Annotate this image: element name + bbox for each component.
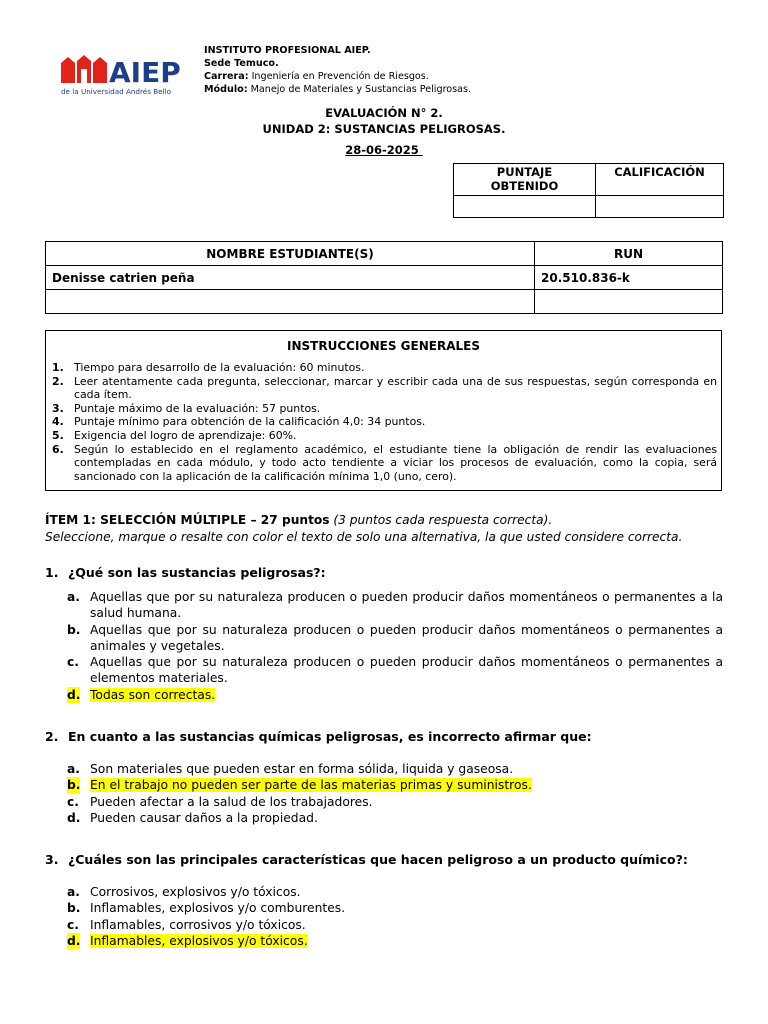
- option-letter: b.: [67, 778, 81, 793]
- option-letter: c.: [67, 794, 79, 809]
- instruction-item: [52, 361, 717, 375]
- option-text: Son materiales que pueden estar en forma sólida, liquida y gaseosa.: [90, 762, 514, 776]
- instruction-text: Puntaje mínimo para obtención de la calificación 4,0: 34 puntos.: [74, 415, 426, 429]
- institution-name: INSTITUTO PROFESIONAL AIEP.: [204, 45, 371, 56]
- evaluation-title: EVALUACIÓN N° 2.: [325, 106, 443, 120]
- instruction-text: Tiempo para desarrollo de la evaluación: 60 minutos.: [74, 361, 365, 374]
- logo-subtext: de la Universidad Andrés Bello: [61, 87, 171, 96]
- instruction-item: [52, 443, 717, 484]
- instruction-text: Leer atentamente cada pregunta, seleccionar, marcar y escribir cada una de sus respuestas, según corresponda en cada ítem.: [74, 374, 717, 402]
- option-b[interactable]: [67, 900, 723, 916]
- option-text-highlighted: Todas son correctas.: [90, 687, 216, 702]
- option-c[interactable]: [67, 794, 723, 810]
- question-text: ¿Cuáles son las principales características que hacen peligroso a un producto químico?:: [68, 852, 688, 867]
- exam-date-text: 28-06-2025: [345, 143, 423, 157]
- student-run-cell-empty[interactable]: [535, 290, 723, 314]
- unit-title: UNIDAD 2: SUSTANCIAS PELIGROSAS.: [262, 122, 506, 136]
- student-name-header: NOMBRE ESTUDIANTE(S): [46, 242, 535, 266]
- instructions-box: [45, 330, 722, 491]
- question-number: 3.: [45, 852, 59, 867]
- module-line: [204, 83, 471, 96]
- option-letter: d.: [67, 810, 81, 825]
- option-text: Inflamables, corrosivos y/o tóxicos.: [90, 917, 306, 932]
- question-number: 1.: [45, 565, 59, 580]
- module-label: Módulo:: [204, 84, 248, 95]
- option-text: Aquellas que por su naturaleza producen o pueden producir daños momentáneos o permanentes a animales y vegetales.: [90, 622, 723, 653]
- score-header-line1: PUNTAJE: [496, 165, 553, 179]
- item1-points-note: (3 puntos cada respuesta correcta).: [333, 513, 553, 527]
- question-1: [45, 565, 725, 580]
- option-letter: c.: [67, 917, 79, 932]
- option-text: Pueden afectar a la salud de los trabajadores.: [90, 794, 373, 809]
- grade-header: CALIFICACIÓN: [596, 164, 724, 196]
- option-letter: c.: [67, 655, 79, 670]
- item1-header: [45, 512, 725, 546]
- option-text: Pueden causar daños a la propiedad.: [90, 810, 318, 825]
- module-value: Manejo de Materiales y Sustancias Peligrosas.: [250, 84, 472, 95]
- instruction-item: [52, 375, 717, 402]
- institution-block: [204, 44, 471, 96]
- instruction-text: Exigencia del logro de aprendizaje: 60%.: [74, 428, 297, 442]
- score-value-cell[interactable]: [454, 196, 596, 218]
- logo-wordmark: AIEP: [109, 56, 181, 89]
- item1-heading: ÍTEM 1: SELECCIÓN MÚLTIPLE – 27 puntos: [45, 513, 330, 527]
- question-3: [45, 852, 725, 867]
- instruction-text: Según lo establecido en el reglamento académico, el estudiante tiene la obligación de rendir las evaluaciones contempladas en cada módulo, y todo acto tendiente a viciar los procesos de evaluación, como la copia, será sancionado con la aplicación de la calificación mínima 1,0 (uno, cero).: [74, 442, 717, 483]
- instruction-number: 6.: [52, 442, 64, 456]
- instruction-item: [52, 429, 717, 443]
- option-text-highlighted: En el trabajo no pueden ser parte de las materias primas y suministros.: [90, 778, 532, 793]
- option-letter: a.: [67, 590, 80, 604]
- exam-date: [0, 143, 768, 157]
- question-text: En cuanto a las sustancias químicas peligrosas, es incorrecto afirmar que:: [68, 729, 592, 744]
- question-3-options: [67, 884, 723, 949]
- student-name-cell[interactable]: Denisse catrien peña: [46, 266, 535, 290]
- instruction-item: [52, 402, 717, 416]
- question-number: 2.: [45, 729, 59, 744]
- score-table: [453, 163, 724, 218]
- instructions-list: [52, 361, 717, 483]
- instruction-item: [52, 415, 717, 429]
- option-a[interactable]: [67, 589, 723, 622]
- instructions-title: INSTRUCCIONES GENERALES: [287, 339, 480, 353]
- option-letter: d.: [67, 687, 81, 702]
- option-letter: b.: [67, 901, 81, 916]
- career-value: Ingeniería en Prevención de Riesgos.: [251, 71, 429, 82]
- instruction-number: 4.: [52, 415, 64, 429]
- question-2: [45, 729, 725, 744]
- option-a[interactable]: [67, 884, 723, 900]
- student-run-header: RUN: [535, 242, 723, 266]
- option-c[interactable]: [67, 917, 723, 933]
- instruction-number: 2.: [52, 374, 64, 388]
- aiep-logo: [60, 53, 185, 98]
- question-1-options: [67, 589, 723, 703]
- score-header-line2: OBTENIDO: [490, 179, 559, 193]
- option-d-selected[interactable]: [67, 933, 723, 949]
- option-d[interactable]: [67, 810, 723, 826]
- option-letter: a.: [67, 885, 80, 899]
- instruction-number: 1.: [52, 361, 64, 374]
- option-letter: b.: [67, 622, 81, 637]
- instruction-number: 5.: [52, 428, 64, 442]
- career-line: [204, 70, 471, 83]
- option-text: Aquellas que por su naturaleza producen o pueden producir daños momentáneos o permanentes a la salud humana.: [90, 590, 723, 621]
- option-a[interactable]: [67, 761, 723, 777]
- option-b[interactable]: [67, 622, 723, 655]
- question-text: ¿Qué son las sustancias peligrosas?:: [68, 565, 326, 580]
- student-name-cell-empty[interactable]: [46, 290, 535, 314]
- instruction-text: Puntaje máximo de la evaluación: 57 puntos.: [74, 401, 321, 415]
- item1-title-line: [45, 512, 725, 529]
- item1-directions: Seleccione, marque o resalte con color el texto de solo una alternativa, la que usted considere correcta.: [45, 530, 683, 544]
- question-2-options: [67, 761, 723, 826]
- instruction-number: 3.: [52, 401, 64, 415]
- campus-name: Sede Temuco.: [204, 58, 279, 69]
- option-text: Corrosivos, explosivos y/o tóxicos.: [90, 885, 301, 899]
- option-c[interactable]: [67, 654, 723, 687]
- student-table: [45, 241, 723, 314]
- option-text-highlighted: Inflamables, explosivos y/o tóxicos.: [90, 933, 308, 948]
- grade-value-cell[interactable]: [596, 196, 724, 218]
- option-letter: d.: [67, 933, 81, 948]
- option-text: Inflamables, explosivos y/o comburentes.: [90, 901, 346, 916]
- option-text: Aquellas que por su naturaleza producen o pueden producir daños momentáneos o permanentes a elementos materiales.: [90, 655, 723, 686]
- score-header: [454, 164, 596, 196]
- career-label: Carrera:: [204, 71, 249, 82]
- option-b-selected[interactable]: [67, 777, 723, 793]
- option-letter: a.: [67, 762, 80, 776]
- student-run-cell[interactable]: 20.510.836-k: [535, 266, 723, 290]
- option-d-selected[interactable]: [67, 687, 723, 703]
- aiep-logo-graphic: [60, 53, 185, 98]
